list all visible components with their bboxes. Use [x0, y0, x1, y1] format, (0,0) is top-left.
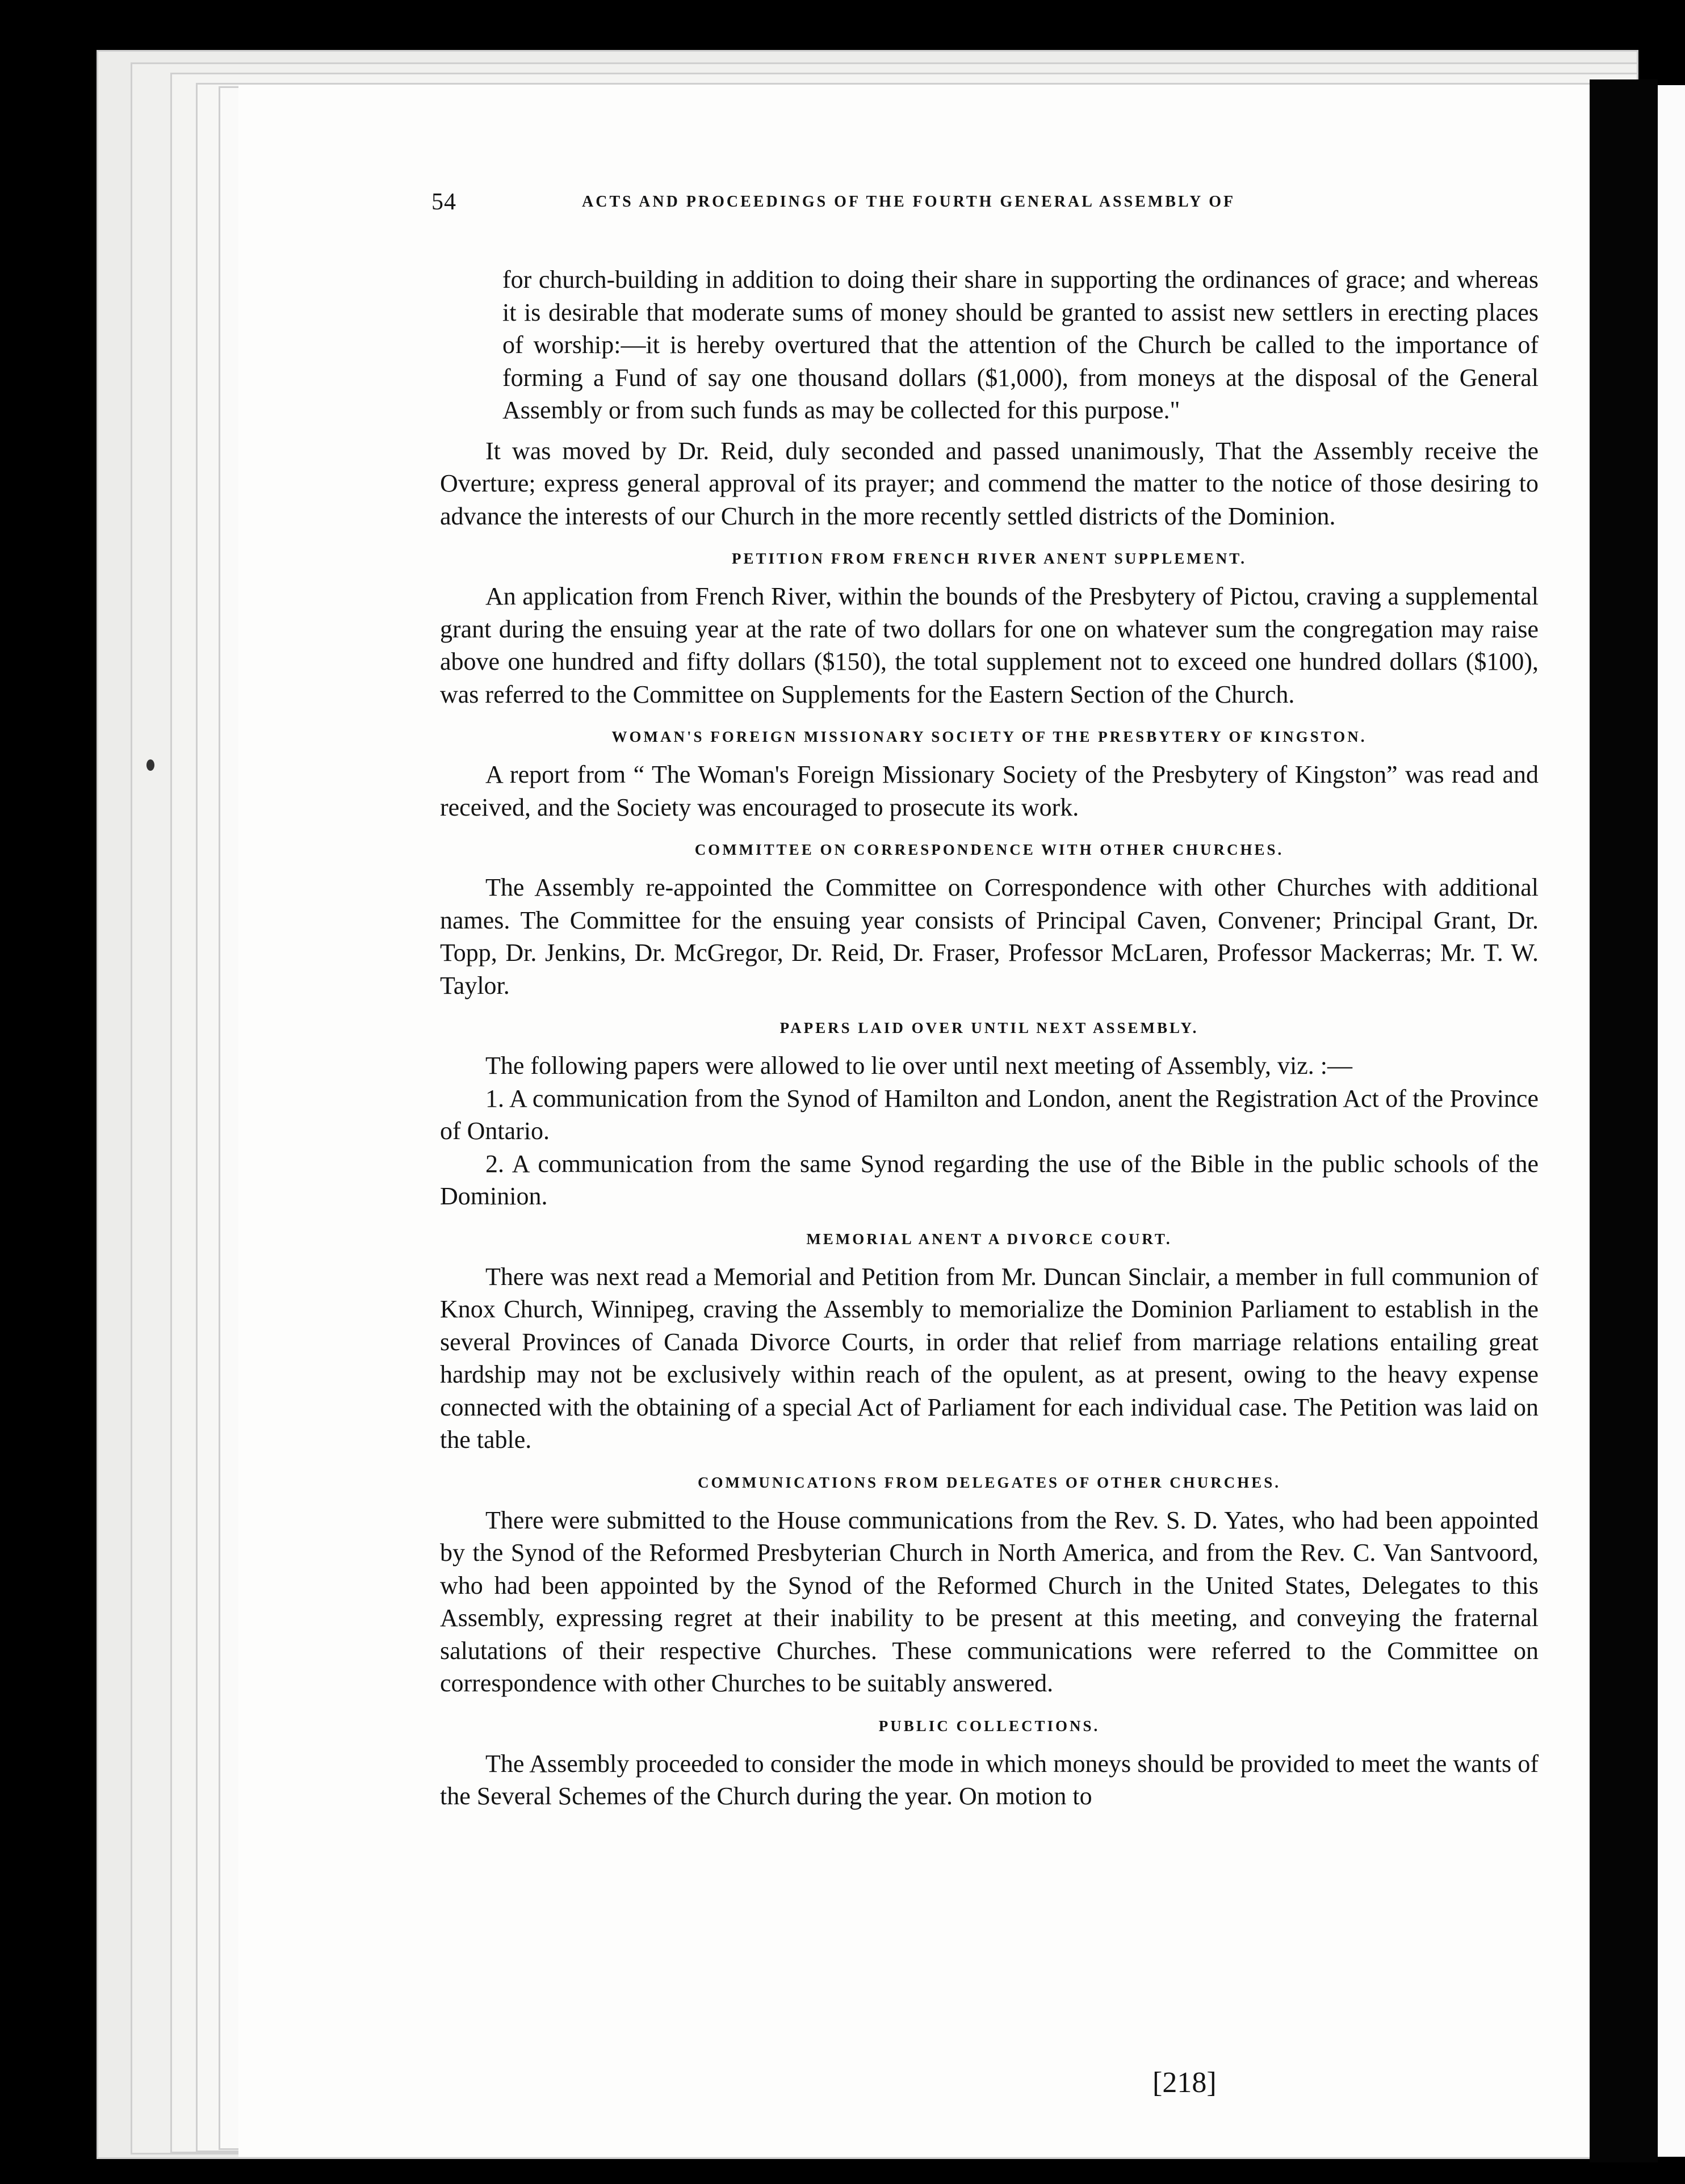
section-delegates: [440, 1471, 1539, 1700]
section-heading: WOMAN'S FOREIGN MISSIONARY SOCIETY OF THE PRESBYTERY OF KINGSTON.: [611, 728, 1367, 745]
section-heading: COMMUNICATIONS FROM DELEGATES OF OTHER CHURCHES.: [697, 1473, 1281, 1491]
page-header: [431, 188, 1567, 222]
section-womans-missionary: [440, 725, 1539, 824]
section-french-river: [440, 547, 1539, 711]
section-heading: MEMORIAL ANENT A DIVORCE COURT.: [806, 1230, 1172, 1248]
section-paragraph: An application from French River, within the bounds of the Presbytery of Pictou, craving a supplemental grant during the ensuing year at the rate of two dollars for one on whatever sum the congregation may raise above one hundred and fifty dollars ($150), the total supplement not to exceed one hundred dollars ($100), was referred to the Committee on Supplements for the Eastern Section of the Church.: [440, 582, 1539, 708]
page-reference: [218]: [1152, 2067, 1217, 2099]
section-paragraph: A report from “ The Woman's Foreign Missionary Society of the Presbytery of Kingston” was read and received, and the Society was encouraged to prosecute its work.: [440, 761, 1539, 821]
page-body: [440, 238, 1539, 1824]
section-heading: COMMITTEE ON CORRESPONDENCE WITH OTHER CHURCHES.: [694, 841, 1284, 858]
scan-dark-edge: [1590, 79, 1658, 2162]
binding-hole-mark: [146, 759, 154, 771]
list-item: 2. A communication from the same Synod regarding the use of the Bible in the public schools of the Dominion.: [440, 1149, 1539, 1210]
section-paragraph: The Assembly re-appointed the Committee on Correspondence with other Churches with additional names. The Committee for the ensuing year consists of Principal Caven, Convener; Principal Grant, Dr. Topp, Dr. Jenkins, Dr. McGregor, Dr. Reid, Dr. Fraser, Professor McLaren, Professor Mackerras; Mr. T. W. Taylor.: [440, 873, 1539, 999]
overture-quote: for church-building in addition to doing their share in supporting the ordinances of grace; and whereas it is desirable that moderate sums of money should be granted to assist new settlers in erecting places of worship:—it is hereby overtured that the attention of the Church be called to the importance of forming a Fund of say one thousand dollars ($1,000), from moneys at the disposal of the General Assembly or from such funds as may be collected for this purpose.": [502, 266, 1539, 424]
list-item: 1. A communication from the Synod of Hamilton and London, anent the Registration Act of the Province of Ontario.: [440, 1084, 1539, 1145]
scan-right-edge: [1658, 85, 1685, 2157]
section-correspondence-committee: [440, 838, 1539, 1002]
section-paragraph: There was next read a Memorial and Petition from Mr. Duncan Sinclair, a member in full communion of Knox Church, Winnipeg, craving the Assembly to memorialize the Dominion Parliament to establish in the several Provinces of Canada Divorce Courts, in order that relief from marriage relations entailing great hardship may not be exclusively within reach of the opulent, as at present, owing to the heavy expense connected with the obtaining of a special Act of Parliament for each individual case. The Petition was laid on the table.: [440, 1262, 1539, 1454]
section-paragraph: There were submitted to the House communications from the Rev. S. D. Yates, who had been appointed by the Synod of the Reformed Presbyterian Church in North America, and from the Rev. C. Van Santvoord, who had been appointed by the Synod of the Reformed Church in the United States, Delegates to this Assembly, expressing regret at their inability to be present at this meeting, and conveying the fraternal salutations of their respective Churches. These communications were referred to the Committee on correspondence with other Churches to be suitably answered.: [440, 1506, 1539, 1697]
section-papers-laid-over: [440, 1017, 1539, 1213]
running-head: ACTS AND PROCEEDINGS OF THE FOURTH GENERAL ASSEMBLY OF: [582, 193, 1236, 211]
section-public-collections: [440, 1715, 1539, 1813]
motion-paragraph: It was moved by Dr. Reid, duly seconded and passed unanimously, That the Assembly receive the Overture; express general approval of its prayer; and commend the matter to the notice of those desiring to advance the interests of our Church in the more recently settled districts of the Dominion.: [440, 436, 1539, 530]
section-intro: The following papers were allowed to lie over until next meeting of Assembly, viz. :—: [485, 1052, 1353, 1080]
document-page: [238, 85, 1590, 2157]
section-paragraph: The Assembly proceeded to consider the mode in which moneys should be provided to meet the wants of the Several Schemes of the Church during the year. On motion to: [440, 1749, 1539, 1810]
section-heading: PAPERS LAID OVER UNTIL NEXT ASSEMBLY.: [779, 1019, 1199, 1036]
section-heading: PETITION FROM FRENCH RIVER ANENT SUPPLEMENT.: [731, 550, 1247, 567]
section-divorce-court: [440, 1228, 1539, 1456]
section-heading: PUBLIC COLLECTIONS.: [878, 1717, 1100, 1734]
page-number: 54: [431, 189, 456, 215]
